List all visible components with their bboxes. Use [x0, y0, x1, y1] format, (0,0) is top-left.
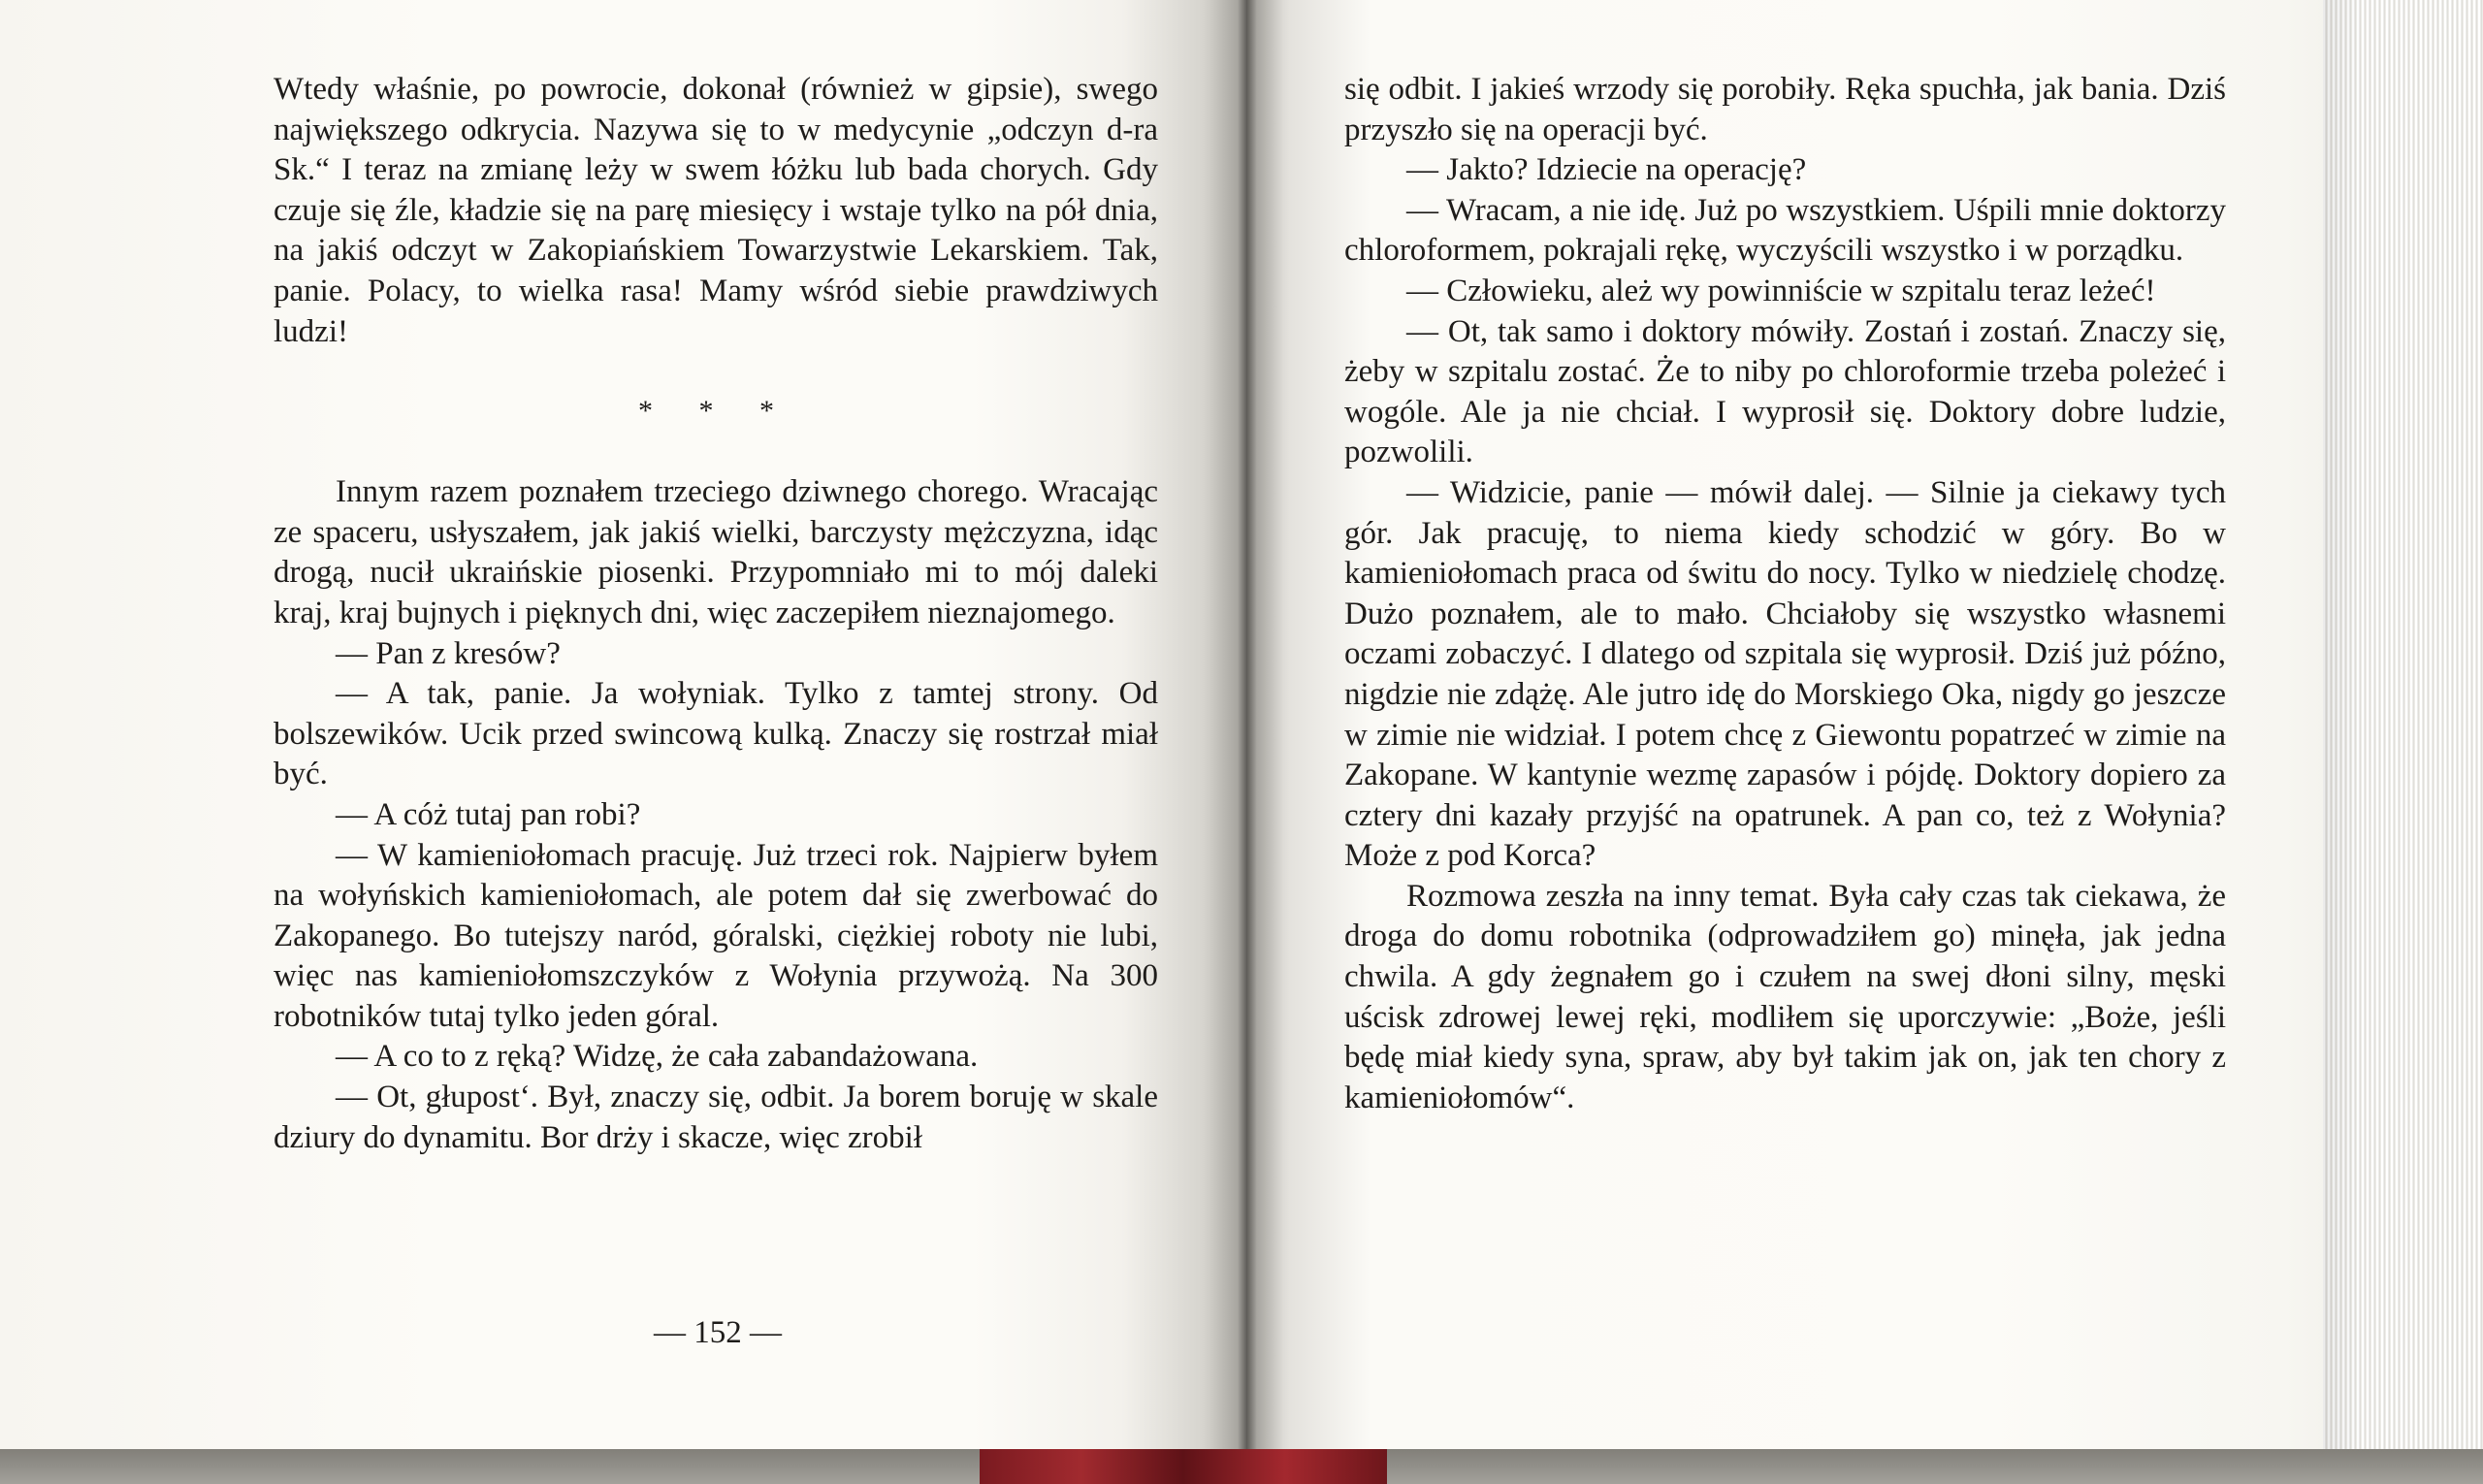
paragraph: — W kamieniołomach pracuję. Już trzeci rok. Najpierw byłem na wołyńskich kamieniołomach, ale potem dał się zwerbować do Zakopanego. Bo tutejszy naród, góralski, ciężkiej roboty nie lubi, więc nas kamieniołomszczyków z Wołynia przywożą. Na 300 robotników tutaj tylko jeden góral.: [274, 837, 1158, 1034]
book-gutter: [1203, 0, 1290, 1449]
paragraph: — Pan z kresów?: [336, 635, 561, 671]
paragraph: — A tak, panie. Ja wołyniak. Tylko z tamtej strony. Od bolszewików. Ucik przed swincową kulką. Znaczy się rostrzał miał być.: [274, 676, 1158, 792]
paragraph: — Ot, tak samo i doktory mówiły. Zostań i zostań. Znaczy się, żeby w szpitalu zostać. Że to niby po chloroformie trzeba poleżeć i wogóle. Ale ja nie chciał. I wyprosił się. Doktory dobre ludzie, pozwolili.: [1344, 313, 2226, 470]
paragraph: — A cóż tutaj pan robi?: [336, 796, 641, 832]
paragraph: Innym razem poznałem trzeciego dziwnego chorego. Wracając ze spaceru, usłyszałem, jak jakiś wielki, barczysty mężczyzna, idąc drogą, nucił ukraińskie piosenki. Przypomniało mi to mój daleki kraj, kraj bujnych i pięknych dni, więc zaczepiłem nieznajomego.: [274, 474, 1158, 630]
paragraph: — Ot, głupost‘. Był, znaczy się, odbit. Ja borem boruję w skale dziury do dynamitu. Bor drży i skacze, więc zrobił: [274, 1080, 1158, 1155]
left-page: [0, 0, 1246, 1449]
separator-stars: * * *: [638, 395, 793, 428]
paragraph: — Widzicie, panie — mówił dalej. — Silnie ja ciekawy tych gór. Jak pracuję, to niema kiedy schodzić w góry. Bo w kamieniołomach praca od świtu do nocy. Tylko w niedzielę chodzę. Dużo poznałem, ale to mało. Chciałoby się wszystko własnemi oczami zobaczyć. I dlatego od szpitala się wyprosił. Dziś już późno, nigdzie nie zdążę. Ale jutro idę do Morskiego Oka, nigdy go jeszcze w zimie nie widział. I potem chcę z Giewontu popatrzeć w zimie na Zakopane. W kantynie wezmę zapasów i pójdę. Doktory dopiero za cztery dni kazały przyjść na opatrunek. A pan co, też z Wołynia? Może z pod Korca?: [1344, 474, 2226, 874]
right-page-text: [1344, 70, 2226, 1118]
left-page-text: [274, 70, 1158, 1158]
paragraph: się odbit. I jakieś wrzody się porobiły. Ręka spuchła, jak bania. Dziś przyszło się na operacji być.: [1344, 72, 2226, 147]
page-edges-shadow: [2323, 0, 2362, 1449]
page-number: — 152 —: [654, 1315, 782, 1350]
paragraph: — Jakto? Idziecie na operację?: [1406, 152, 1807, 188]
paragraph: — A co to z ręką? Widzę, że cała zabandażowana.: [336, 1039, 979, 1075]
paragraph: — Wracam, a nie idę. Już po wszystkiem. Uśpili mnie doktorzy chloroformem, pokrajali rękę, wyczyścili wszystko i w porządku.: [1344, 192, 2226, 269]
section-separator: [274, 352, 1158, 472]
paragraph: Rozmowa zeszła na inny temat. Była cały czas tak ciekawa, że droga do domu robotnika (odprowadziłem go) minęła, jak jedna chwila. A gdy żegnałem go i czułem na swej dłoni silny, męski uścisk zdrowej lewej ręki, modliłem się uporczywie: „Boże, jeśli będę miał kiedy syna, spraw, aby był takim jak on, jak ten chory z kamieniołomów“.: [1344, 878, 2226, 1115]
right-page: [1246, 0, 2483, 1449]
paragraph: Wtedy właśnie, po powrocie, dokonał (również w gipsie), swego największego odkrycia. Nazywa się to w medycynie „odczyn d-ra Sk.“ I teraz na zmianę leży w swem łóżku lub bada chorych. Gdy czuje się źle, kładzie się na parę miesięcy i wstaje tylko na pół dnia, na jakiś odczyt w Zakopiańskiem Towarzystwie Lekarskiem. Tak, panie. Polacy, to wielka rasa! Mamy wśród siebie prawdziwych ludzi!: [274, 72, 1158, 349]
paragraph: — Człowieku, ależ wy powinniście w szpitalu teraz leżeć!: [1406, 273, 2156, 308]
